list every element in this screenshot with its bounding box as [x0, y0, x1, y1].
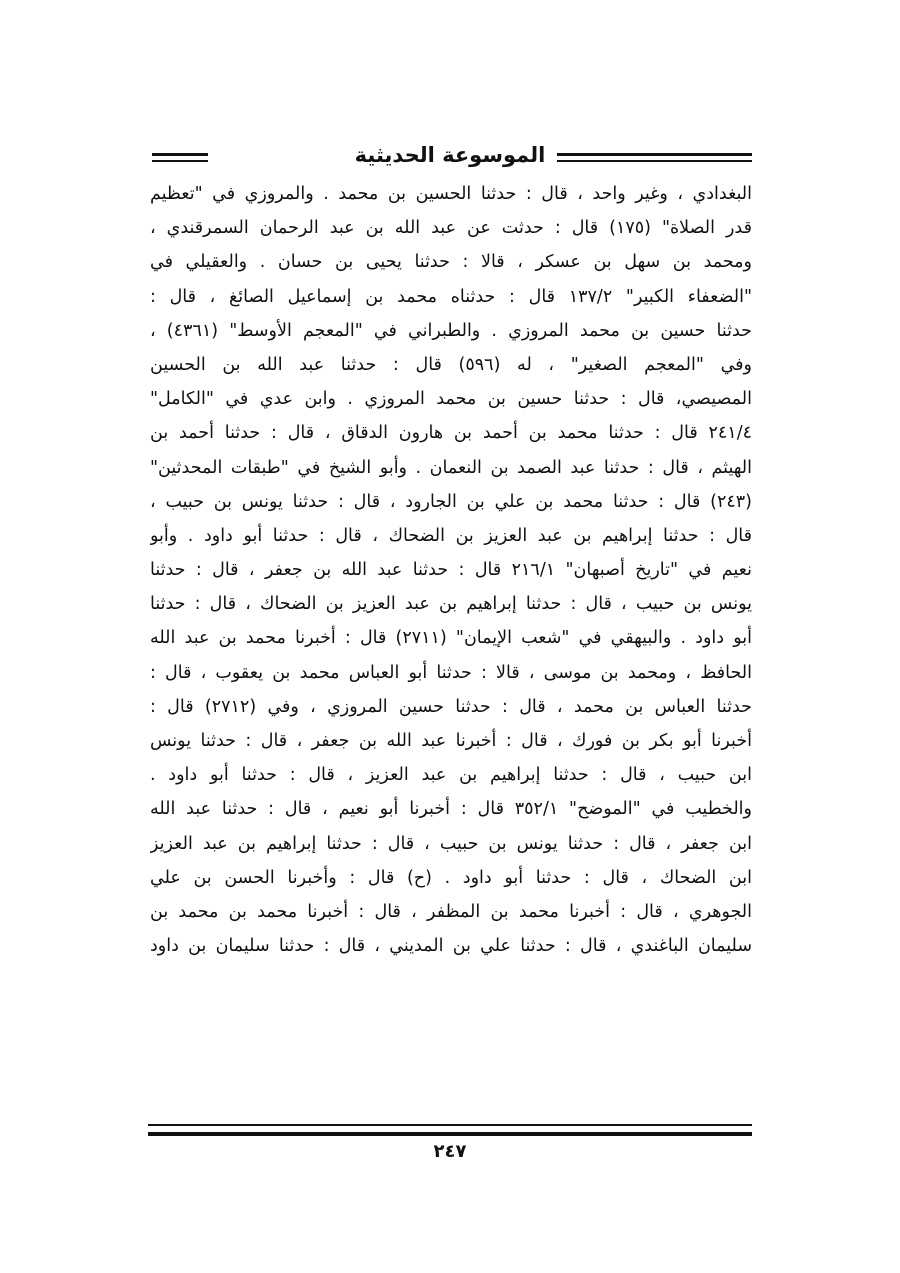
text-line: والخطيب في "الموضح" ٣٥٢/١ قال : أخبرنا أبو نعيم ، قال : حدثنا عبد الله: [150, 799, 752, 820]
text-line: سليمان الباغندي ، قال : حدثنا علي بن المديني ، قال : حدثنا سليمان بن داود: [150, 936, 752, 957]
text-line: حدثنا حسين بن محمد المروزي . والطبراني في "المعجم الأوسط" (٤٣٦١) ،: [150, 320, 752, 341]
text-line: قدر الصلاة" (١٧٥) قال : حدثت عن عبد الله بن عبد الرحمان السمرقندي ،: [150, 218, 752, 239]
text-line: "الضعفاء الكبير" ١٣٧/٢ قال : حدثناه محمد بن إسماعيل الصائغ ، قال :: [150, 286, 752, 307]
text-line: نعيم في "تاريخ أصبهان" ٢١٦/١ قال : حدثنا عبد الله بن جعفر ، قال : حدثنا: [150, 560, 752, 581]
page-body: [150, 177, 752, 963]
text-line: الجوهري ، قال : أخبرنا محمد بن المظفر ، قال : أخبرنا محمد بن محمد بن: [150, 901, 752, 922]
text-line: حدثنا العباس بن محمد ، قال : حدثنا حسين المروزي ، وفي (٢٧١٢) قال :: [150, 696, 752, 717]
text-line: ابن الضحاك ، قال : حدثنا أبو داود . (ح) قال : وأخبرنا الحسن بن علي: [150, 867, 752, 888]
text-line: ٢٤١/٤ قال : حدثنا محمد بن أحمد بن هارون الدقاق ، قال : حدثنا أحمد بن: [150, 423, 752, 444]
text-line: الحافظ ، ومحمد بن موسى ، قالا : حدثنا أبو العباس محمد بن يعقوب ، قال :: [150, 662, 752, 683]
text-line: أبو داود . والبيهقي في "شعب الإيمان" (٢٧١١) قال : أخبرنا محمد بن عبد الله: [150, 628, 752, 649]
text-line: أخبرنا أبو بكر بن فورك ، قال : أخبرنا عبد الله بن جعفر ، قال : حدثنا يونس: [150, 731, 752, 751]
text-line: البغدادي ، وغير واحد ، قال : حدثنا الحسين بن محمد . والمروزي في "تعظيم: [150, 184, 752, 204]
text-line: ابن جعفر ، قال : حدثنا يونس بن حبيب ، قال : حدثنا إبراهيم بن عبد العزيز: [150, 833, 752, 854]
page-header: [148, 138, 752, 178]
text-line: الهيثم ، قال : حدثنا عبد الصمد بن النعمان . وأبو الشيخ في "طبقات المحدثين": [150, 457, 752, 478]
text-line: المصيصي، قال : حدثنا حسين بن محمد المروزي . وابن عدي في "الكامل": [150, 389, 752, 410]
text-line: يونس بن حبيب ، قال : حدثنا إبراهيم بن عبد العزيز بن الضحاك ، قال : حدثنا: [150, 594, 752, 615]
running-title: [148, 138, 752, 172]
text-line: ابن حبيب ، قال : حدثنا إبراهيم بن عبد العزيز ، قال : حدثنا أبو داود .: [150, 765, 752, 786]
text-line: وفي "المعجم الصغير" ، له (٥٩٦) قال : حدثنا عبد الله بن الحسين: [150, 354, 752, 375]
text-line: قال : حدثنا إبراهيم بن عبد العزيز بن الضحاك ، قال : حدثنا أبو داود . وأبو: [150, 525, 752, 546]
text-line: (٢٤٣) قال : حدثنا محمد بن علي بن الجارود ، قال : حدثنا يونس بن حبيب ،: [150, 491, 752, 512]
page-number: ٢٤٧: [433, 1141, 467, 1162]
text-line: ومحمد بن سهل بن عسكر ، قالا : حدثنا يحيى بن حسان . والعقيلي في: [150, 252, 752, 273]
running-title-text: الموسوعة الحديثية: [343, 143, 558, 167]
footer-rule: [148, 1124, 752, 1136]
